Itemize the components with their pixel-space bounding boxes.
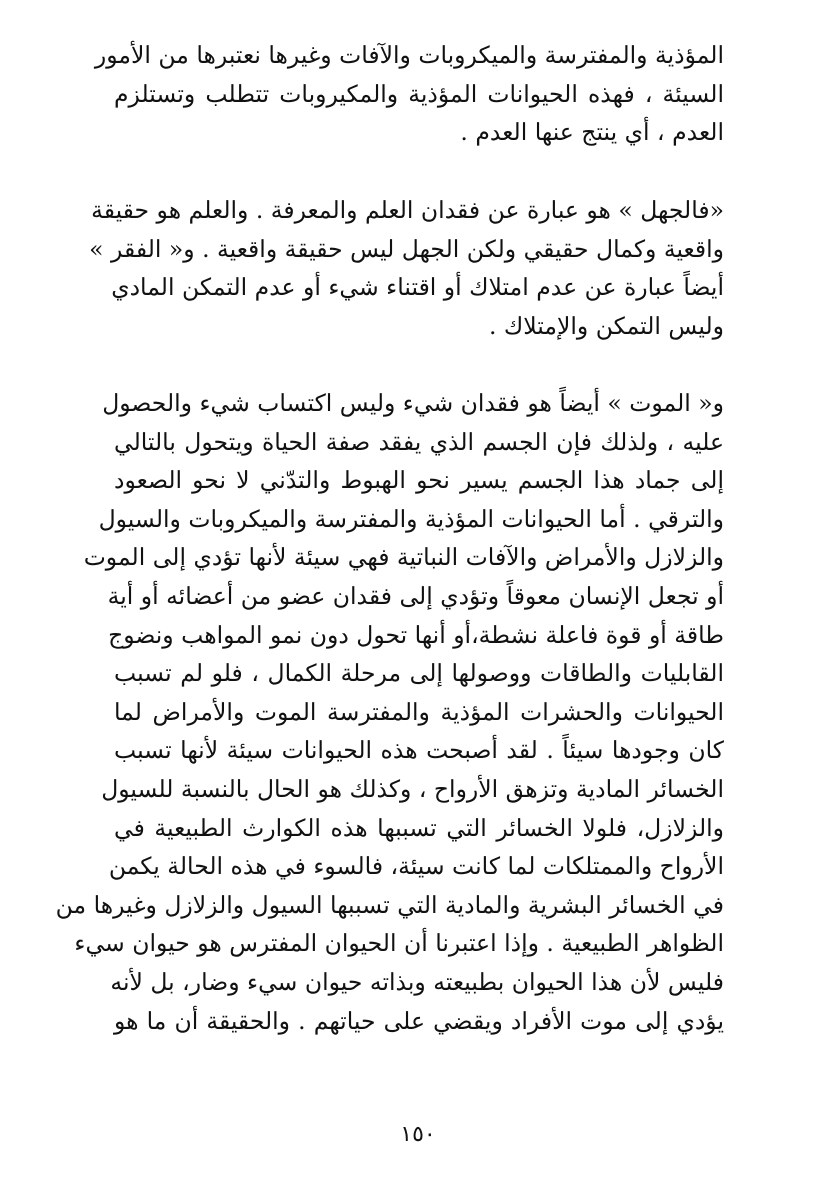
text-line: طاقة أو قوة فاعلة نشطة،أو أنها تحول دون نمو المواهب ونضوج xyxy=(108,620,724,649)
text-line: واقعية وكمال حقيقي ولكن الجهل ليس حقيقة واقعية . و« الفقر » xyxy=(89,234,724,263)
text-line: و« الموت » أيضاً هو فقدان شيء وليس اكتساب شيء والحصول xyxy=(102,389,724,417)
text-line: القابليات والطاقات ووصولها إلى مرحلة الكمال ، فلو لم تسبب xyxy=(114,659,724,688)
text-line: إلى جماد هذا الجسم يسير نحو الهبوط والتدّني لا نحو الصعود xyxy=(114,466,724,495)
text-line: يؤدي إلى موت الأفراد ويقضي على حياتهم . والحقيقة أن ما هو xyxy=(114,1006,724,1035)
text-line: والزلازل، فلولا الخسائر التي تسببها هذه الكوارث الطبيعية في xyxy=(114,813,724,842)
text-line: عليه ، ولذلك فإن الجسم الذي يفقد صفة الحياة ويتحول بالتالي xyxy=(114,427,724,456)
text-line: كان وجودها سيئاً . لقد أصبحت هذه الحيوانات سيئة لأنها تسبب xyxy=(114,736,724,765)
paragraph-2 xyxy=(89,191,724,345)
text-line: الأرواح والممتلكات لما كانت سيئة، فالسوء في هذه الحالة يكمن xyxy=(108,852,724,881)
text-line: المؤذية والمفترسة والميكروبات والآفات وغيرها نعتبرها من الأمور xyxy=(94,41,724,69)
text-line: في الخسائر البشرية والمادية التي تسببها السيول والزلازل وغيرها من xyxy=(55,890,724,919)
text-line: أيضاً عبارة عن عدم امتلاك أو اقتناء شيء أو عدم التمكن المادي xyxy=(111,273,724,302)
text-line: فليس لأن هذا الحيوان بطبيعته وبذاته حيوان سيء وضار، بل لأنه xyxy=(110,967,724,996)
text-line: الظواهر الطبيعية . وإذا اعتبرنا أن الحيوان المفترس هو حيوان سيء xyxy=(74,929,724,958)
text-line: أو تجعل الإنسان معوقاً وتؤدي إلى فقدان عضو من أعضائه أو أية xyxy=(107,581,724,610)
text-line: العدم ، أي ينتج عنها العدم . xyxy=(460,118,724,147)
page-number: ١٥٠ xyxy=(400,1122,436,1147)
text-line: وليس التمكن والإمتلاك . xyxy=(488,311,724,340)
paragraph-3 xyxy=(55,384,724,1040)
text-line: والزلازل والأمراض والآفات النباتية فهي سيئة لأنها تؤدي إلى الموت xyxy=(83,543,724,572)
text-line: والترقي . أما الحيوانات المؤذية والمفترسة والميكروبات والسيول xyxy=(98,504,724,533)
text-line: السيئة ، فهذه الحيوانات المؤذية والمكيروبات تتطلب وتستلزم xyxy=(114,79,724,108)
text-line: الخسائر المادية وتزهق الأرواح ، وكذلك هو الحال بالنسبة للسيول xyxy=(101,774,724,803)
paragraph-1 xyxy=(94,36,724,152)
text-line: «فالجهل » هو عبارة عن فقدان العلم والمعرفة . والعلم هو حقيقة xyxy=(91,196,724,224)
text-line: الحيوانات والحشرات المؤذية والمفترسة الموت والأمراض لما xyxy=(114,697,724,726)
